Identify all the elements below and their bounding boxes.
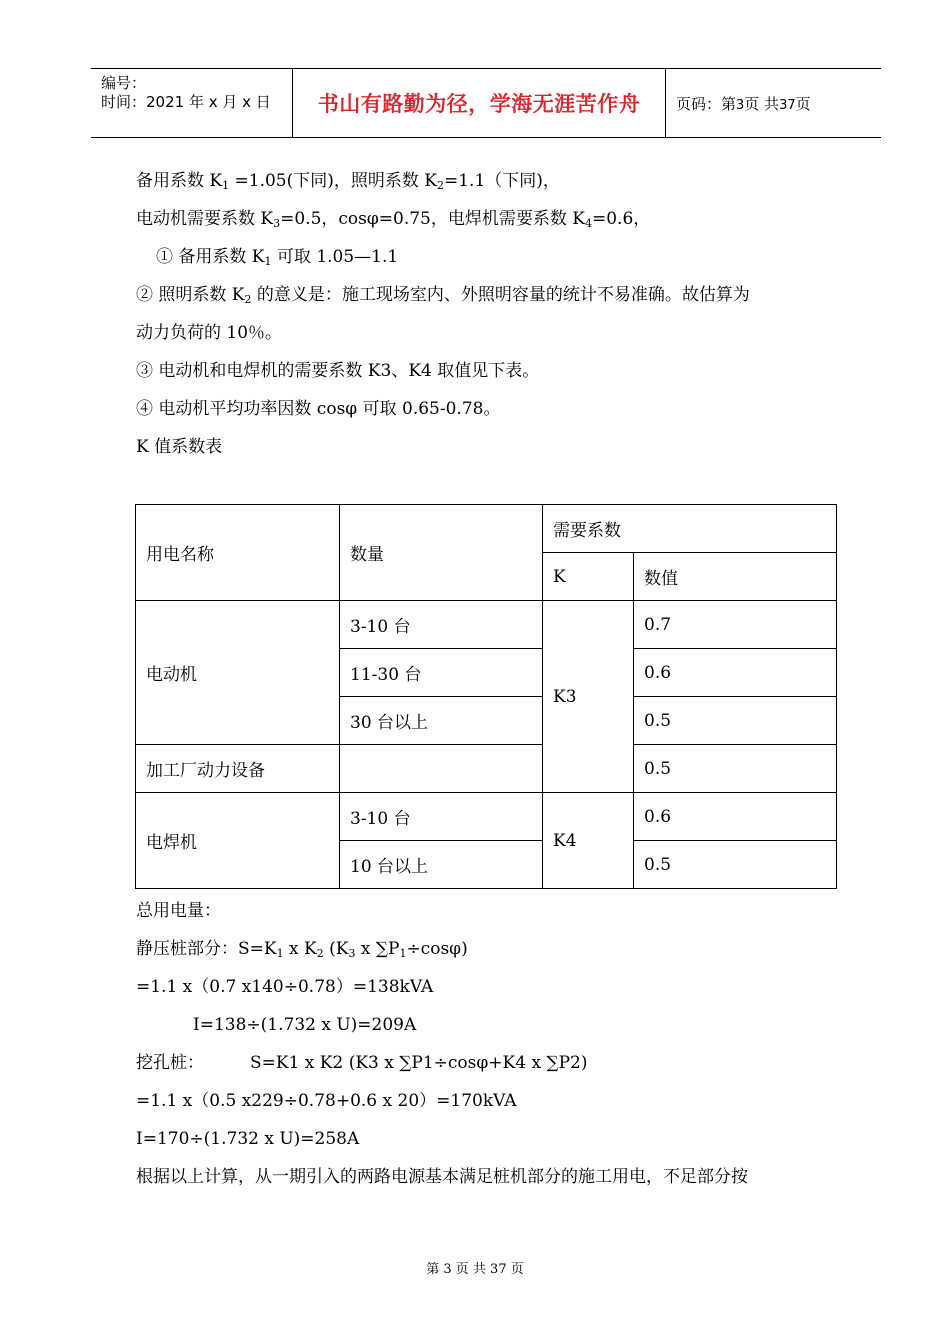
page-footer: 第 3 页 共 37 页 [426,1262,524,1277]
cell-k4: K4 [543,793,634,889]
cell-quantity: 3-10 台 [340,601,543,649]
calc-line-7: I=170÷(1.732 x U)=258A [136,1129,360,1149]
cell-value: 0.5 [634,745,837,793]
text-line-1: 备用系数 $K_1 =1.05$(下同)，照明系数 $K_2=1.1$（下同)， [136,171,560,192]
cell-quantity: 30 台以上 [340,697,543,745]
serial-label: 编号： [101,74,147,92]
k-value-table [135,504,837,889]
text-line-7: ④ 电动机平均功率因数 cosφ 可取 0.65-0.78。 [136,399,501,419]
cell-value: 0.6 [634,649,837,697]
header-page-cell [666,69,881,137]
table-row [136,601,837,649]
cell-quantity: 11-30 台 [340,649,543,697]
calc-line-3: =1.1 x（0.7 x140÷0.78）=138kVA [136,977,434,997]
cell-welder: 电焊机 [136,793,340,889]
header-info-cell [91,69,293,137]
motto-text: 书山有路勤为径，学海无涯苦作舟 [317,92,641,116]
calc-line-4: I=138÷(1.732 x U)=209A [193,1015,417,1035]
text-line-4: ② 照明系数 $K_2$ 的意义是：施工现场室内、外照明容量的统计不易准确。故估算为 [136,285,750,306]
time-label: 时间：2021 年 x 月 x 日 [101,93,271,111]
cell-value: 0.5 [634,697,837,745]
header-coefficient: 需要系数 [543,505,837,553]
text-line-2: 电动机需要系数 $K_3=0.5$，cosφ=0.75，电焊机需要系数 $K_4=0.6$， [136,209,651,230]
text-line-3: ① 备用系数 $K_1$ 可取 1.05—1.1 [156,247,399,268]
cell-quantity: 3-10 台 [340,793,543,841]
header-name: 用电名称 [136,505,340,601]
text-line-5: 动力负荷的 10％。 [136,323,283,343]
calc-static-pile: 静压桩部分：$S=K_1$ x $K_2$ ($K_3$ x $\sum P_1\div\cos\varphi$) [136,939,468,960]
header-value: 数值 [634,553,837,601]
calc-conclusion: 根据以上计算，从一期引入的两路电源基本满足桩机部分的施工用电，不足部分按 [136,1167,748,1187]
cell-value: 0.6 [634,793,837,841]
table-row [136,745,837,793]
cell-plant-equipment: 加工厂动力设备 [136,745,340,793]
header-quantity: 数量 [340,505,543,601]
calc-bored-pile-label: 挖孔桩： [136,1053,204,1073]
cell-value: 0.5 [634,841,837,889]
table-row [136,793,837,841]
table-header-row [136,505,837,553]
cell-quantity: 10 台以上 [340,841,543,889]
page-header [91,68,881,138]
cell-value: 0.7 [634,601,837,649]
cell-k3: K3 [543,601,634,793]
calc-total-title: 总用电量： [136,901,221,921]
header-motto-cell [293,69,666,137]
cell-motor: 电动机 [136,601,340,745]
header-page-number: 页码：第3页 共37页 [676,94,811,113]
table-caption: K 值系数表 [136,437,223,457]
calc-line-6: =1.1 x（0.5 x229÷0.78+0.6 x 20）=170kVA [136,1091,517,1111]
cell-quantity-empty [340,745,543,793]
calc-bored-pile-formula: S=K1 x K2 (K3 x ∑P1÷cosφ+K4 x ∑P2) [250,1053,588,1073]
text-line-6: ③ 电动机和电焊机的需要系数 K3、K4 取值见下表。 [136,361,540,381]
header-k: K [543,553,634,601]
